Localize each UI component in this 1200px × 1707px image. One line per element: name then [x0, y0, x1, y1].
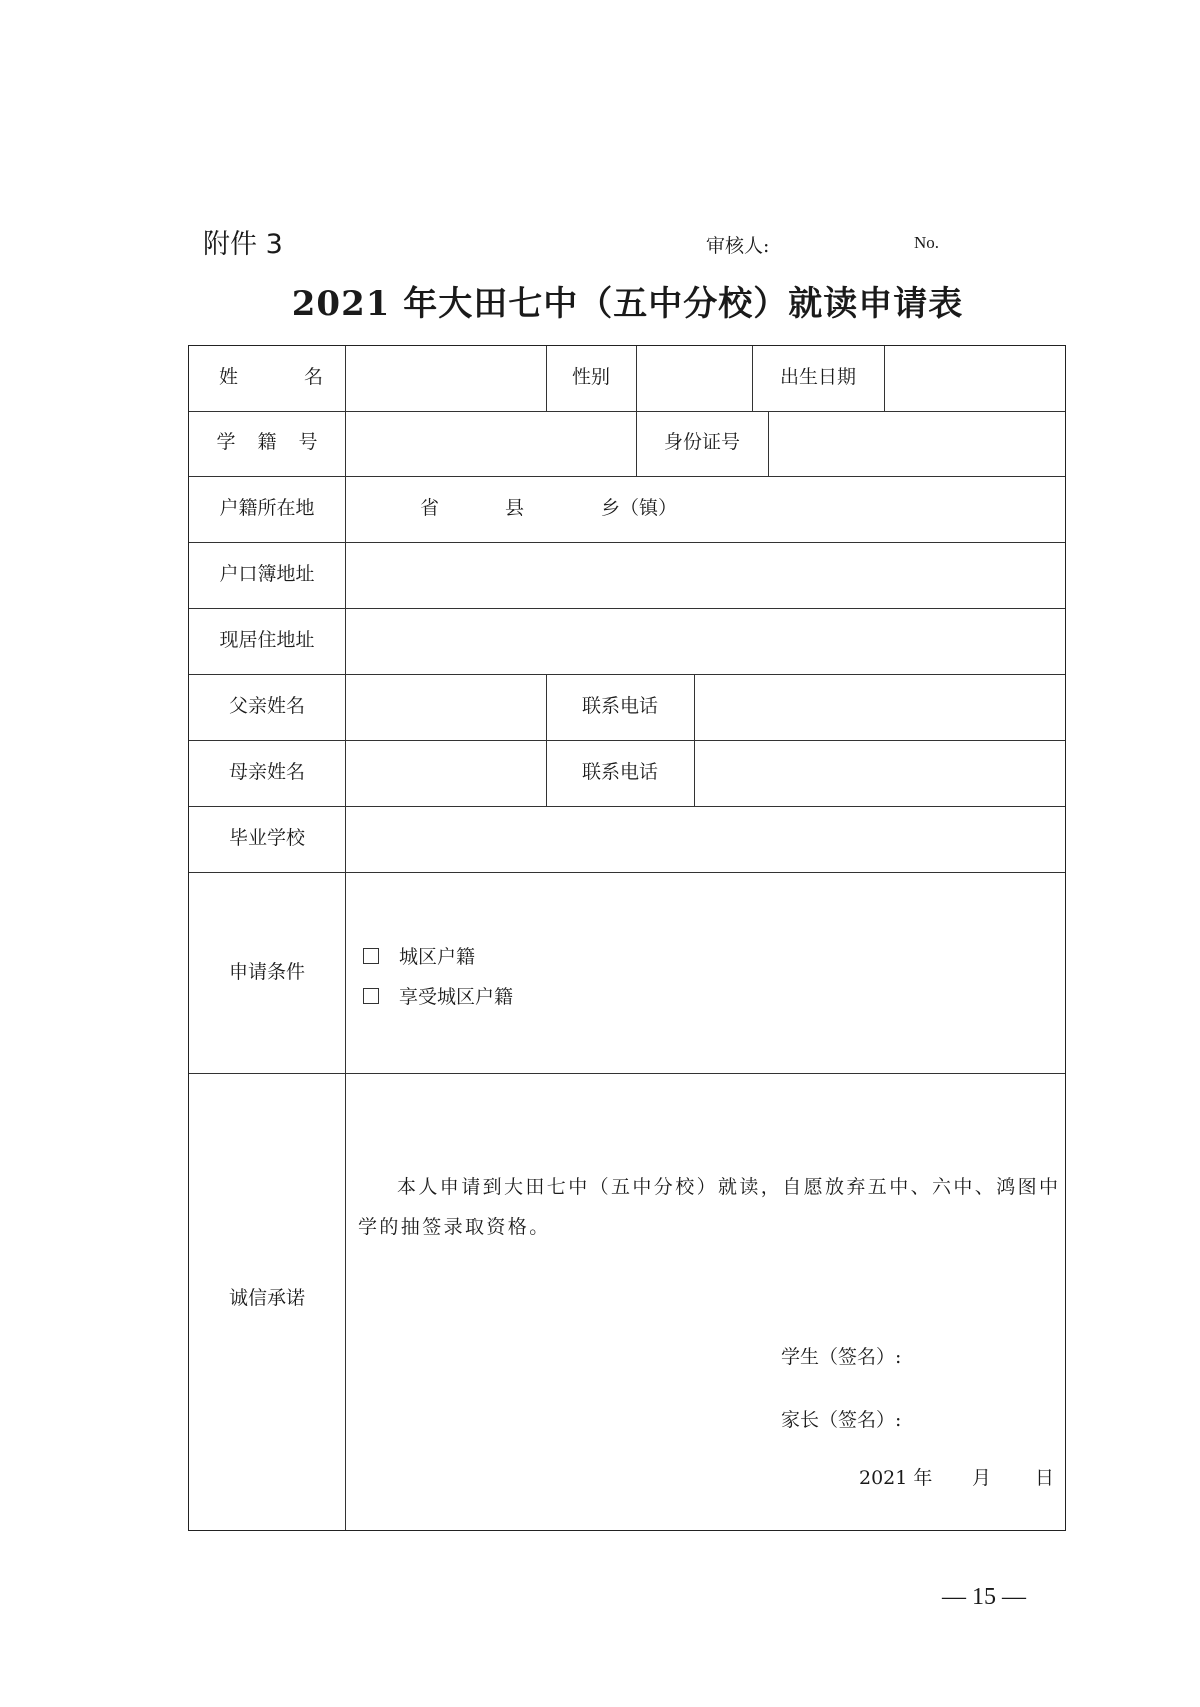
date-month: 月: [972, 1467, 992, 1489]
condition-enjoy-urban-hukou-text: 享受城区户籍: [399, 986, 514, 1008]
mother-phone-label: 联系电话: [581, 761, 658, 783]
current-address-label: 现居住地址: [219, 629, 315, 651]
graduate-school-label: 毕业学校: [228, 827, 305, 849]
gender-label: 性别: [571, 366, 610, 388]
form-title: 2021 年大田七中（五中分校）就读申请表: [291, 284, 964, 324]
province-label: 省: [420, 497, 440, 519]
condition-urban-hukou-text: 城区户籍: [399, 946, 476, 968]
promise-line-1: 本人申请到大田七中（五中分校）就读，自愿放弃五中、六中、鸿图中: [397, 1176, 1061, 1198]
parent-signature-label: 家长（签名）:: [781, 1409, 902, 1431]
name-field[interactable]: [350, 346, 542, 411]
serial-no-label: No.: [914, 233, 940, 252]
date-year: 2021 年: [859, 1467, 933, 1489]
promise-label: 诚信承诺: [228, 1287, 305, 1309]
father-phone-field[interactable]: [697, 674, 1063, 740]
checkbox-enjoy-urban-hukou[interactable]: [363, 988, 379, 1004]
hukou-location-label: 户籍所在地: [219, 497, 315, 519]
mother-name-field[interactable]: [350, 740, 542, 806]
father-name-field[interactable]: [350, 674, 542, 740]
county-label: 县: [505, 497, 525, 519]
attachment-label: 附件 3: [203, 229, 283, 260]
condition-urban-hukou[interactable]: [363, 948, 475, 967]
father-name-label: 父亲姓名: [228, 695, 305, 717]
graduate-school-field[interactable]: [350, 806, 1062, 872]
reviewer-label: 审核人:: [706, 235, 770, 257]
id-card-label: 身份证号: [663, 431, 740, 453]
mother-name-label: 母亲姓名: [228, 761, 305, 783]
current-address-field[interactable]: [350, 608, 1062, 674]
promise-line-2: 学的抽签录取资格。: [358, 1216, 551, 1238]
birth-date-field[interactable]: [887, 346, 1063, 411]
student-signature-label: 学生（签名）:: [781, 1346, 902, 1368]
application-form-table: [188, 345, 1066, 1531]
page-number: — 15 —: [942, 1584, 1026, 1610]
mother-phone-field[interactable]: [697, 740, 1063, 806]
hukou-address-label: 户口簿地址: [219, 563, 315, 585]
date-day: 日: [1035, 1467, 1055, 1489]
name-label: 姓 名: [219, 366, 354, 388]
conditions-label: 申请条件: [228, 961, 305, 983]
father-phone-label: 联系电话: [581, 695, 658, 717]
checkbox-urban-hukou[interactable]: [363, 948, 379, 964]
student-id-field[interactable]: [350, 411, 632, 476]
gender-field[interactable]: [639, 346, 749, 411]
student-id-label: 学 籍 号: [216, 431, 326, 453]
condition-enjoy-urban-hukou[interactable]: [363, 988, 513, 1007]
birth-date-label: 出生日期: [779, 366, 856, 388]
id-card-field[interactable]: [771, 411, 1063, 476]
town-label: 乡（镇）: [601, 497, 678, 519]
hukou-address-field[interactable]: [350, 542, 1062, 608]
